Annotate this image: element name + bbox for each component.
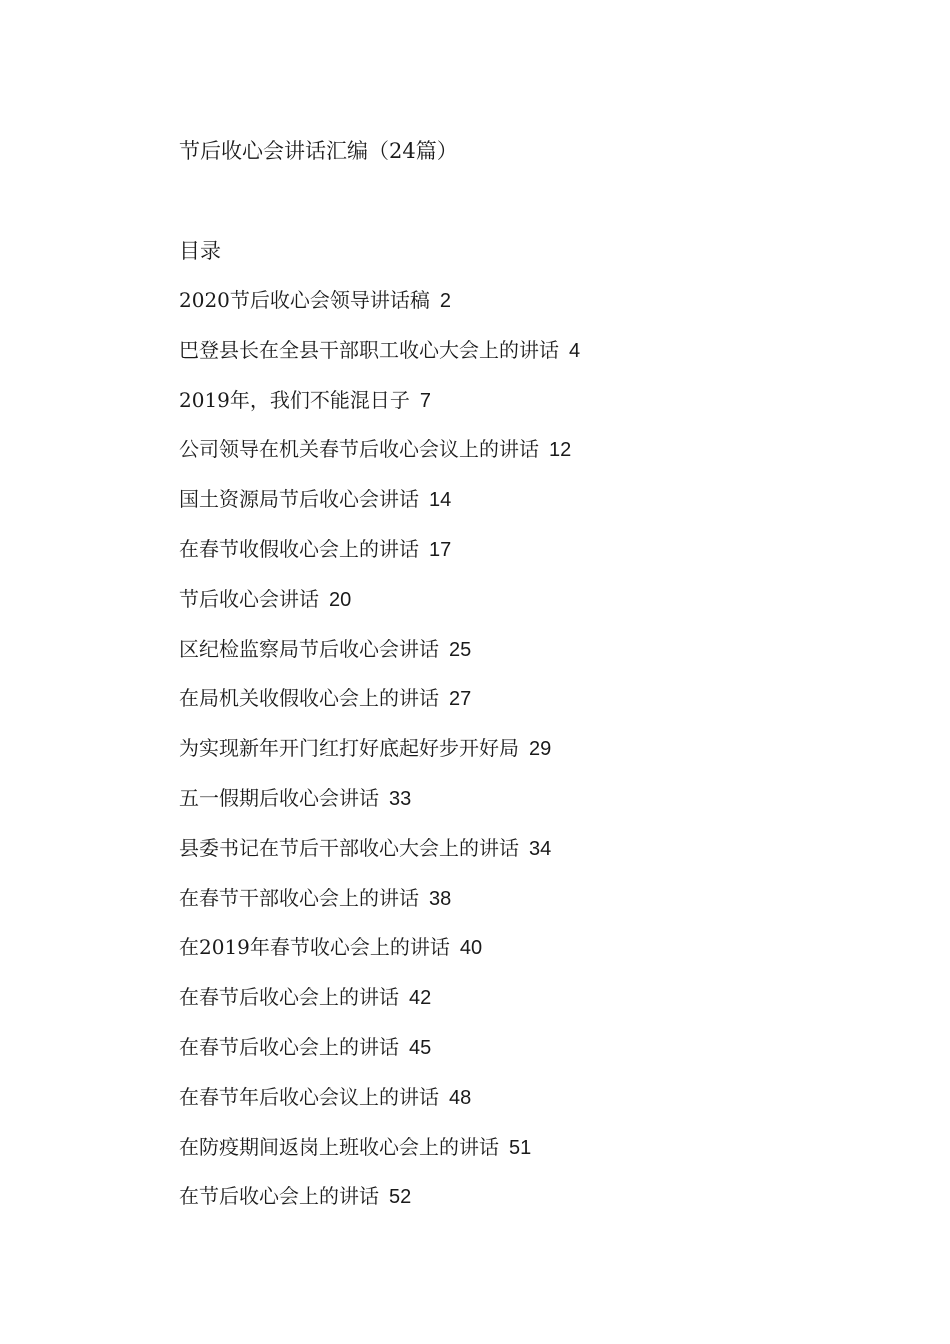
toc-entry-title: 在2019年春节收心会上的讲话: [179, 935, 450, 960]
toc-entry[interactable]: [179, 734, 580, 784]
toc-entry[interactable]: [179, 834, 580, 884]
toc-heading: 目录: [179, 239, 221, 263]
toc-entry[interactable]: [179, 684, 580, 734]
toc-entry-title: 在防疫期间返岗上班收心会上的讲话: [179, 1134, 499, 1159]
toc-entry-title: 在春节后收心会上的讲话: [179, 1034, 399, 1059]
toc-entry[interactable]: [179, 336, 580, 386]
toc-entry-title: 五一假期后收心会讲话: [179, 785, 379, 810]
toc-entry-page-number: 29: [529, 738, 552, 761]
toc-entry-title: 2020节后收心会领导讲话稿: [179, 288, 430, 312]
toc-entry-title: 在春节收假收心会上的讲话: [179, 536, 419, 561]
toc-entry[interactable]: [179, 784, 580, 834]
toc-entry[interactable]: [179, 884, 580, 934]
toc-entry-page-number: 51: [509, 1136, 532, 1159]
toc-entry-title: 为实现新年开门红打好底起好步开好局: [179, 736, 519, 761]
toc-entry-title: 2019年，我们不能混日子: [179, 387, 410, 412]
toc-entry-page-number: 52: [389, 1186, 412, 1209]
toc-entry[interactable]: [179, 585, 580, 635]
toc-entry-page-number: 4: [569, 339, 581, 362]
toc-entry[interactable]: [179, 635, 580, 685]
toc-entry-title: 公司领导在机关春节后收心会议上的讲话: [179, 437, 539, 462]
toc-entry-title: 县委书记在节后干部收心大会上的讲话: [179, 835, 519, 860]
toc-entry-page-number: 48: [449, 1086, 472, 1109]
toc-entry-page-number: 7: [419, 389, 432, 412]
toc-entry-title: 在春节年后收心会议上的讲话: [179, 1084, 439, 1109]
toc-entry-title: 国土资源局节后收心会讲话: [179, 487, 419, 512]
table-of-contents: [179, 286, 580, 1232]
toc-entry-page-number: 12: [549, 439, 572, 462]
toc-entry-page-number: 45: [409, 1036, 432, 1059]
toc-entry[interactable]: [179, 1083, 580, 1133]
toc-entry-page-number: 42: [409, 987, 432, 1010]
toc-entry[interactable]: [179, 435, 580, 485]
toc-entry[interactable]: [179, 933, 580, 983]
toc-entry[interactable]: [179, 983, 580, 1033]
toc-entry[interactable]: [179, 535, 580, 585]
toc-entry-page-number: 40: [459, 937, 483, 960]
toc-entry[interactable]: [179, 386, 580, 436]
toc-entry[interactable]: [179, 1033, 580, 1083]
toc-entry-page-number: 27: [449, 688, 472, 711]
toc-entry-title: 在局机关收假收心会上的讲话: [179, 686, 439, 711]
toc-entry-page-number: 38: [429, 887, 452, 910]
toc-entry-title: 在春节后收心会上的讲话: [179, 985, 399, 1010]
toc-entry-title: 在春节干部收心会上的讲话: [179, 885, 419, 910]
toc-entry[interactable]: [179, 1133, 580, 1183]
toc-entry[interactable]: [179, 1182, 580, 1232]
toc-entry-title: 在节后收心会上的讲话: [179, 1184, 379, 1209]
toc-entry-page-number: 20: [329, 588, 352, 611]
toc-entry-page-number: 25: [449, 638, 472, 661]
toc-entry-page-number: 14: [429, 489, 452, 512]
toc-entry-page-number: 34: [529, 837, 552, 860]
toc-entry-page-number: 33: [389, 787, 412, 810]
toc-entry[interactable]: [179, 485, 580, 535]
toc-entry[interactable]: [179, 286, 580, 336]
document-title: 节后收心会讲话汇编（24篇）: [179, 139, 458, 163]
toc-entry-title: 区纪检监察局节后收心会讲话: [179, 636, 439, 661]
toc-entry-page-number: 2: [439, 290, 452, 312]
toc-entry-page-number: 17: [429, 538, 452, 561]
toc-entry-title: 巴登县长在全县干部职工收心大会上的讲话: [179, 337, 559, 362]
toc-entry-title: 节后收心会讲话: [179, 586, 319, 611]
